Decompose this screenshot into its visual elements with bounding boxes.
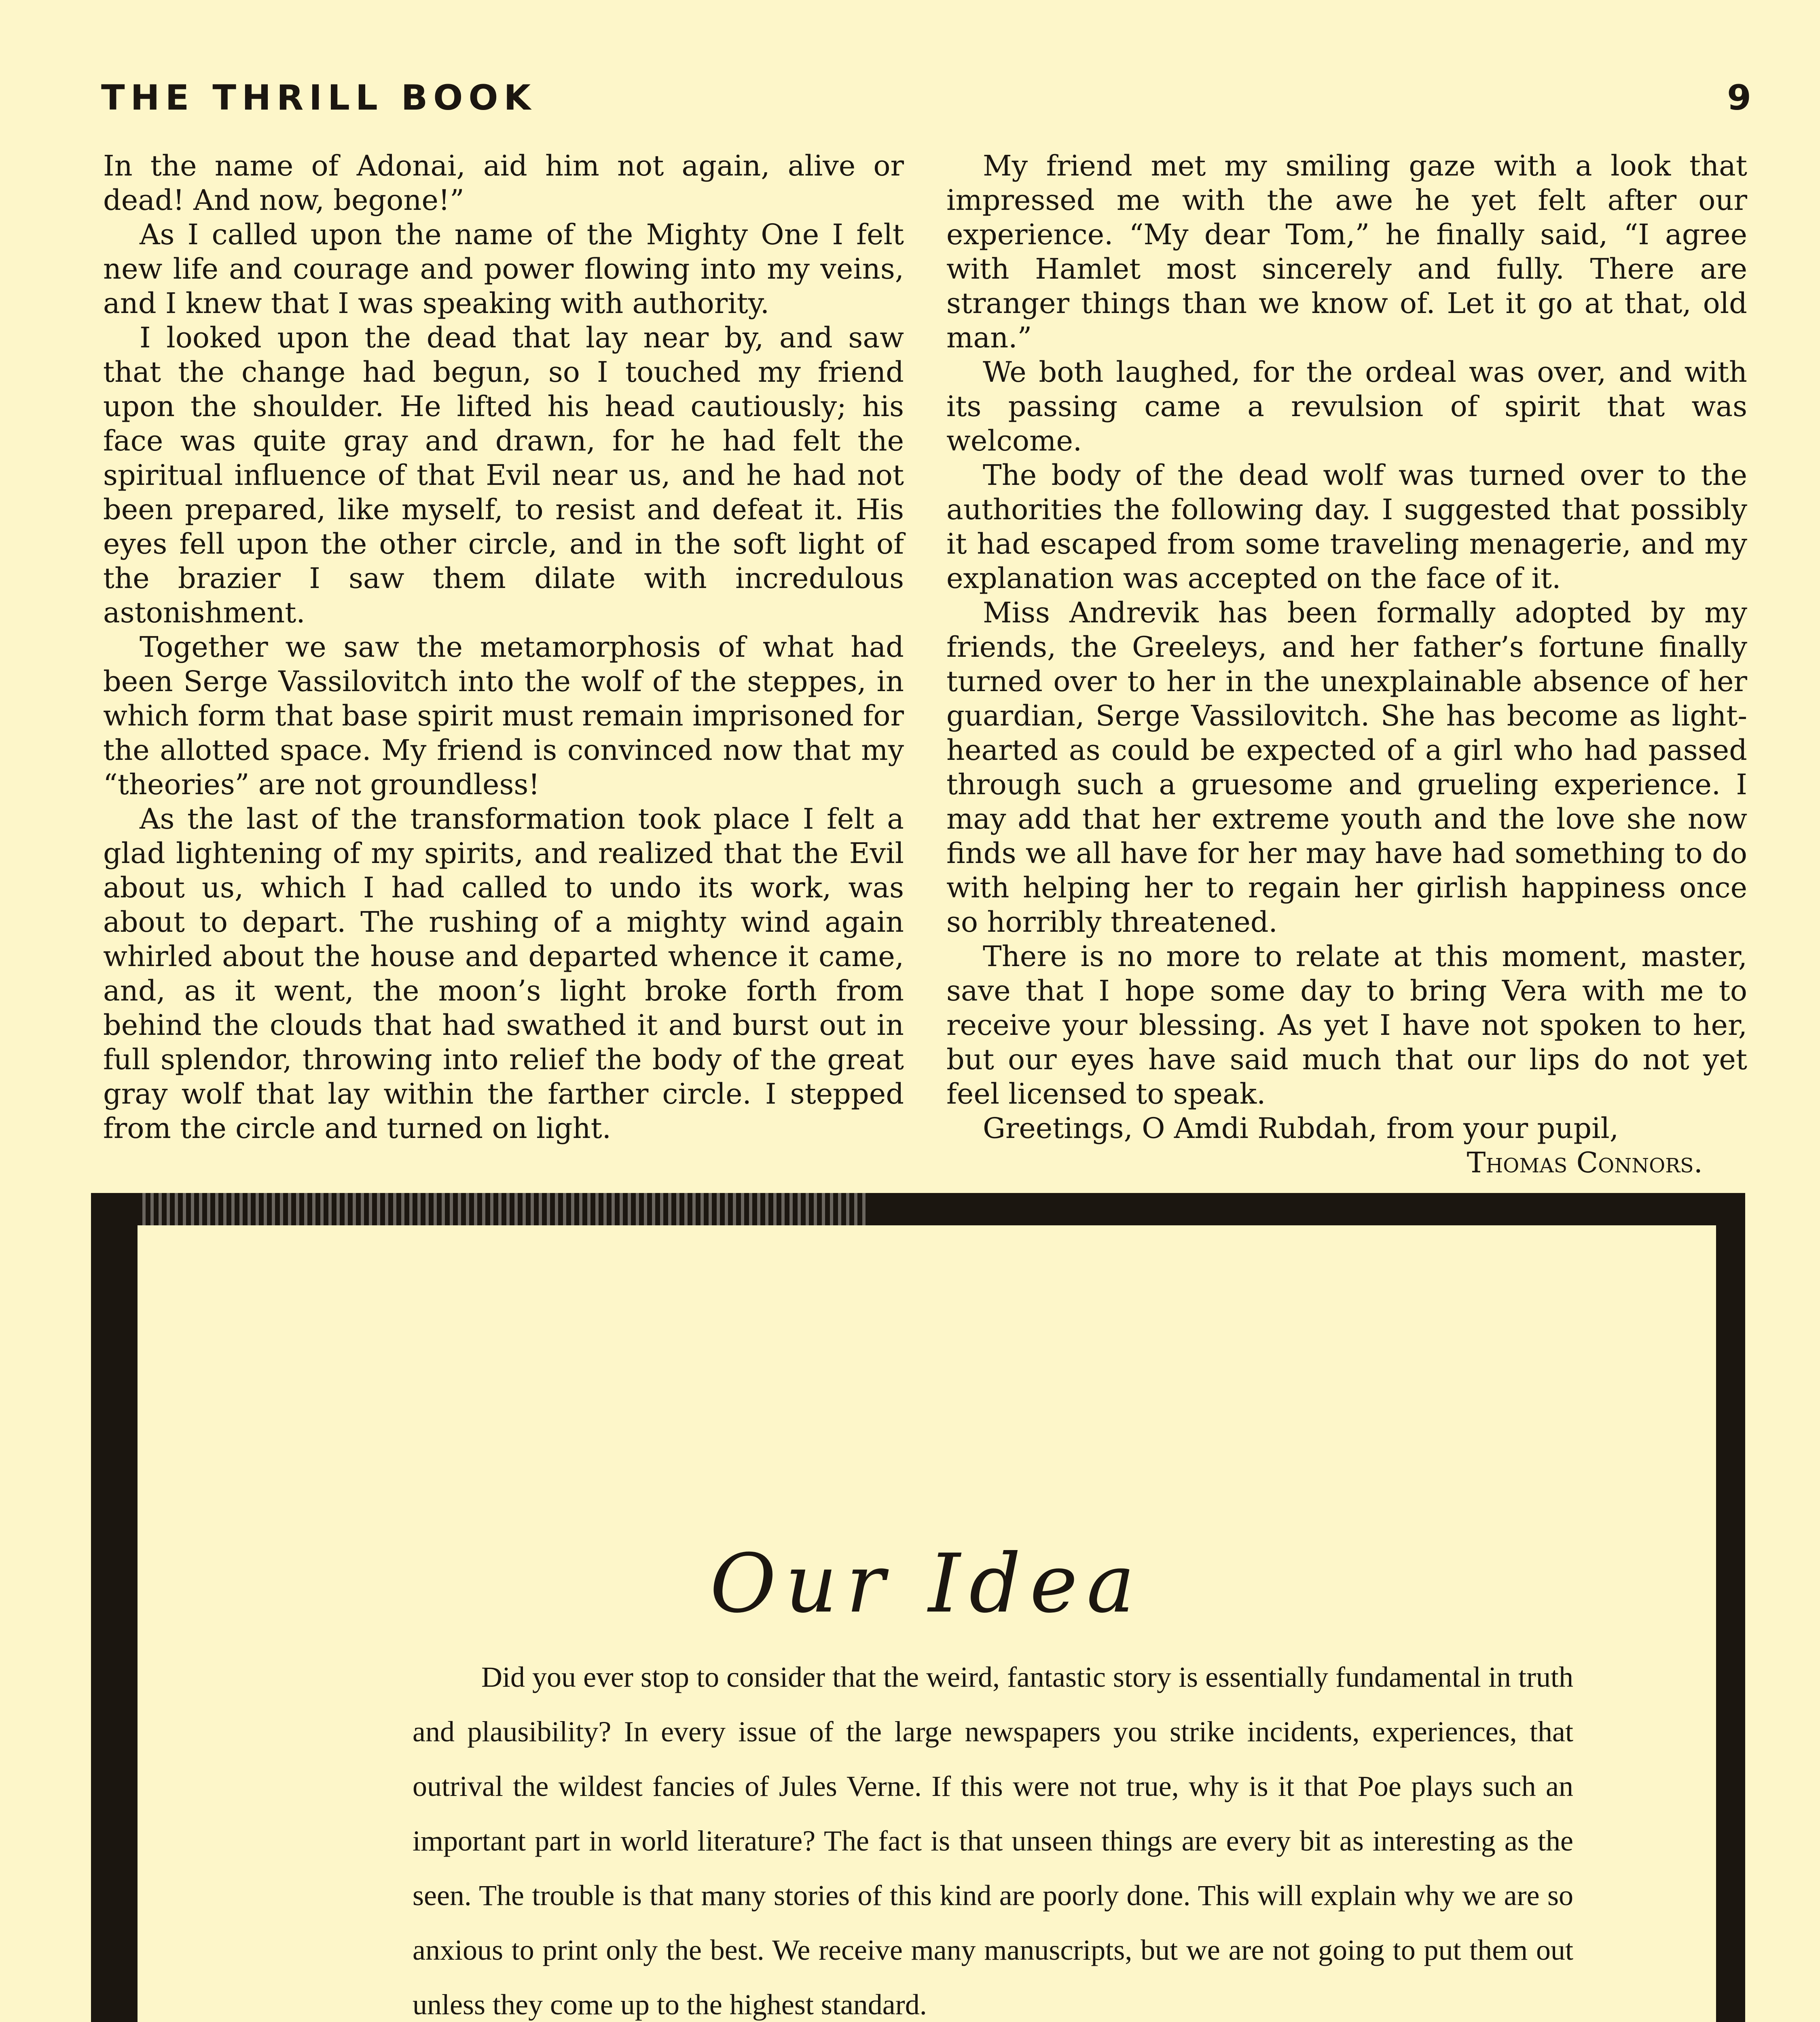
paragraph: Together we saw the metamorphosis of what had been Serge Vassilovitch into the wolf of the steppes, in which form that base spirit must remain imprisoned for the allotted space. My friend is convinced now that my “theories” are not groundless! [103, 630, 904, 801]
right-column [946, 149, 1747, 1180]
page-header [101, 78, 1751, 122]
running-title: THE THRILL BOOK [101, 78, 537, 118]
paragraph: As the last of the transformation took place I felt a glad lightening of my spirits, and realized that the Evil about us, which I had called to undo its work, was about to depart. The rushing of a mighty wind again whirled about the house and departed whence it came, and, as it went, the moon’s light broke forth from behind the clouds that had swathed it and burst out in full splendor, throwing into relief the body of the great gray wolf that lay within the farther circle. I stepped from the circle and turned on light. [103, 802, 904, 1145]
paragraph: In the name of Adonai, aid him not again, alive or dead! And now, begone!” [103, 149, 904, 217]
paragraph: As I called upon the name of the Mighty One I felt new life and courage and power flowing into my veins, and I knew that I was speaking with authority. [103, 218, 904, 320]
our-idea-body [413, 1650, 1573, 2022]
frame-texture [138, 1193, 866, 1225]
left-column [103, 149, 904, 1146]
paragraph: We both laughed, for the ordeal was over, and with its passing came a revulsion of spirit that was welcome. [946, 355, 1747, 457]
our-idea-title: Our Idea [710, 1537, 1144, 1631]
our-idea-paragraph: Did you ever stop to consider that the weird, fantastic story is essentially fundamental in truth and plausibility? In every issue of the large newspapers you strike incidents, experiences, that outrival the wildest fancies of Jules Verne. If this were not true, why is it that Poe plays such an important part in world literature? The fact is that unseen things are every bit as interesting as the seen. The trouble is that many stories of this kind are poorly done. This will explain why we are so anxious to print only the best. We receive many manuscripts, but we are not going to put them out unless they come up to the highest standard. [413, 1661, 1573, 2021]
paragraph: Greetings, O Amdi Rubdah, from your pupil, [983, 1112, 1619, 1145]
page-number: 9 [1727, 78, 1751, 118]
paragraph: There is no more to relate at this moment, master, save that I hope some day to bring Vera with me to receive your blessing. As yet I have not spoken to her, but our eyes have said much that our lips do not yet feel licensed to speak. [946, 940, 1747, 1110]
author-signature: Thomas Connors. [1467, 1146, 1703, 1179]
paragraph: The body of the dead wolf was turned over to the authorities the following day. I suggested that possibly it had escaped from some traveling menagerie, and my explanation was accepted on the face of it. [946, 459, 1747, 595]
paragraph: I looked upon the dead that lay near by, and saw that the change had begun, so I touched my friend upon the shoulder. He lifted his head cautiously; his face was quite gray and drawn, for he had felt the spiritual influence of that Evil near us, and he had not been prepared, like myself, to resist and defeat it. His eyes fell upon the other circle, and in the soft light of the brazier I saw them dilate with incredulous astonishment. [103, 321, 904, 629]
paragraph: My friend met my smiling gaze with a look that impressed me with the awe he yet felt after our experience. “My dear Tom,” he finally said, “I agree with Hamlet most sincerely and fully. There are stranger things than we know of. Let it go at that, old man.” [946, 149, 1747, 354]
our-idea-box [91, 1193, 1745, 2022]
paragraph: Miss Andrevik has been formally adopted by my friends, the Greeleys, and her father’s fortune finally turned over to her in the unexplainable absence of her guardian, Serge Vassilovitch. She has become as light-hearted as could be expected of a girl who had passed through such a gruesome and grueling experience. I may add that her extreme youth and the love she now finds we all have for her may have had something to do with helping her to regain her girlish happiness once so horribly threatened. [946, 596, 1747, 939]
